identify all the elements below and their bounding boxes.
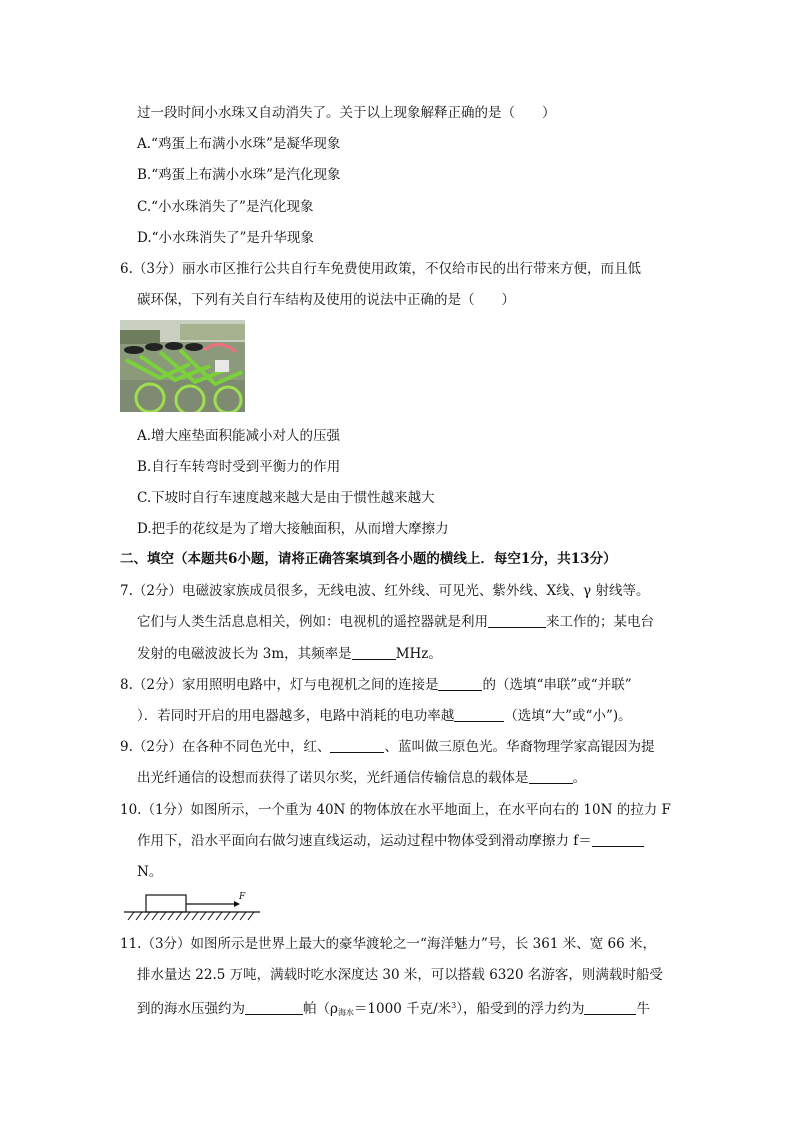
q11-stem-line3: [137, 997, 650, 1022]
q11-text: 帕（ρ: [303, 1001, 338, 1017]
q5-option-a: A.“鸡蛋上布满小水珠”是凝华现象: [137, 136, 341, 152]
q7-stem-line1: 7.（2分）电磁波家族成员很多，无线电波、红外线、可见光、紫外线、X线、γ 射线等。: [120, 583, 650, 599]
q7-text: MHz。: [395, 646, 442, 662]
q11-text: ＝1000 千克/米: [353, 1001, 452, 1017]
q7-stem-line3: [137, 645, 442, 663]
force-label: F: [239, 892, 246, 902]
q8-stem-line1: [120, 676, 632, 694]
block: [146, 895, 186, 912]
q6-stem-line2: 碳环保，下列有关自行车结构及使用的说法中正确的是（ ）: [137, 292, 515, 308]
q10-stem-line3: N。: [137, 864, 163, 880]
q10-stem-line2: [137, 832, 644, 850]
q8-text: （选填“大”或“小”)。: [504, 708, 632, 724]
q8-text: 8.（2分）家用照明电路中，灯与电视机之间的连接是: [120, 677, 439, 693]
q8-text: ）．若同时开启的用电器越多，电路中消耗的电功率越: [137, 708, 455, 724]
section2-heading: 二、填空（本题共6小题，请将正确答案填到各小题的横线上．每空1分，共13分）: [120, 551, 617, 567]
answer-blank[interactable]: [438, 676, 482, 691]
answer-blank[interactable]: [330, 738, 384, 753]
q9-stem-line1: [120, 738, 654, 756]
q9-text: 。: [572, 770, 586, 786]
q5-option-d: D.“小水珠消失了”是升华现象: [137, 230, 314, 246]
answer-blank[interactable]: [454, 707, 504, 722]
q11-stem-line1: 11.（3分）如图所示是世界上最大的豪华渡轮之一“海洋魅力”号，长 361 米、宽 66 米，: [120, 936, 656, 952]
answer-blank[interactable]: [352, 645, 396, 660]
q6-option-b: B.自行车转弯时受到平衡力的作用: [137, 459, 341, 475]
ground-hatch: [128, 912, 254, 920]
q6-option-a: A.增大座垫面积能减小对人的压强: [137, 428, 341, 444]
q9-text: 、蓝叫做三原色光。华裔物理学家高锟因为提: [384, 739, 655, 755]
force-diagram: [122, 892, 262, 922]
q5-stem-tail: 过一段时间小水珠又自动消失了。关于以上现象解释正确的是（ ）: [137, 105, 556, 121]
q11-superscript: 3: [451, 1001, 457, 1010]
q5-option-b: B.“鸡蛋上布满小水珠”是汽化现象: [137, 167, 341, 183]
q11-stem-line2: 排水量达 22.5 万吨，满载时吃水深度达 30 米，可以搭载 6320 名游客，则满载时船受: [137, 967, 663, 983]
q11-subscript: 海水: [337, 1008, 354, 1017]
q11-text: 到的海水压强约为: [137, 1001, 245, 1017]
q6-option-d: D.把手的花纹是为了增大接触面积，从而增大摩擦力: [137, 521, 449, 537]
q9-text: 出光纤通信的设想而获得了诺贝尔奖，光纤通信传输信息的载体是: [137, 770, 529, 786]
q11-text: ），船受到的浮力约为: [456, 1001, 585, 1017]
q8-text: 的（选填“串联”或“并联”: [482, 677, 632, 693]
q9-stem-line2: [137, 769, 586, 787]
q7-text: 来工作的；某电台: [546, 614, 654, 630]
q10-text: 作用下，沿水平面向右做匀速直线运动，运动过程中物体受到滑动摩擦力 f＝: [137, 833, 592, 849]
q7-text: 它们与人类生活息息相关，例如：电视机的遥控器就是利用: [137, 614, 488, 630]
answer-blank[interactable]: [488, 613, 546, 628]
q8-stem-line2: [137, 707, 632, 725]
answer-blank[interactable]: [245, 1000, 303, 1015]
bicycle-photo: [120, 320, 245, 412]
q6-option-c: C.下坡时自行车速度越来越大是由于惯性越来越大: [137, 490, 435, 506]
answer-blank[interactable]: [529, 769, 573, 784]
answer-blank[interactable]: [584, 1000, 636, 1015]
q5-option-c: C.“小水珠消失了”是汽化现象: [137, 199, 314, 215]
answer-blank[interactable]: [592, 832, 644, 847]
q9-text: 9.（2分）在各种不同色光中，红、: [120, 739, 331, 755]
q6-stem-line1: 6.（3分）丽水市区推行公共自行车免费使用政策，不仅给市民的出行带来方便，而且低: [120, 261, 641, 277]
q7-stem-line2: [137, 613, 654, 631]
q7-text: 发射的电磁波波长为 3m，其频率是: [137, 646, 352, 662]
q10-stem-line1: 10.（1分）如图所示，一个重为 40N 的物体放在水平地面上，在水平向右的 10N 的拉力 F: [120, 802, 671, 818]
q11-text: 牛: [636, 1001, 650, 1017]
